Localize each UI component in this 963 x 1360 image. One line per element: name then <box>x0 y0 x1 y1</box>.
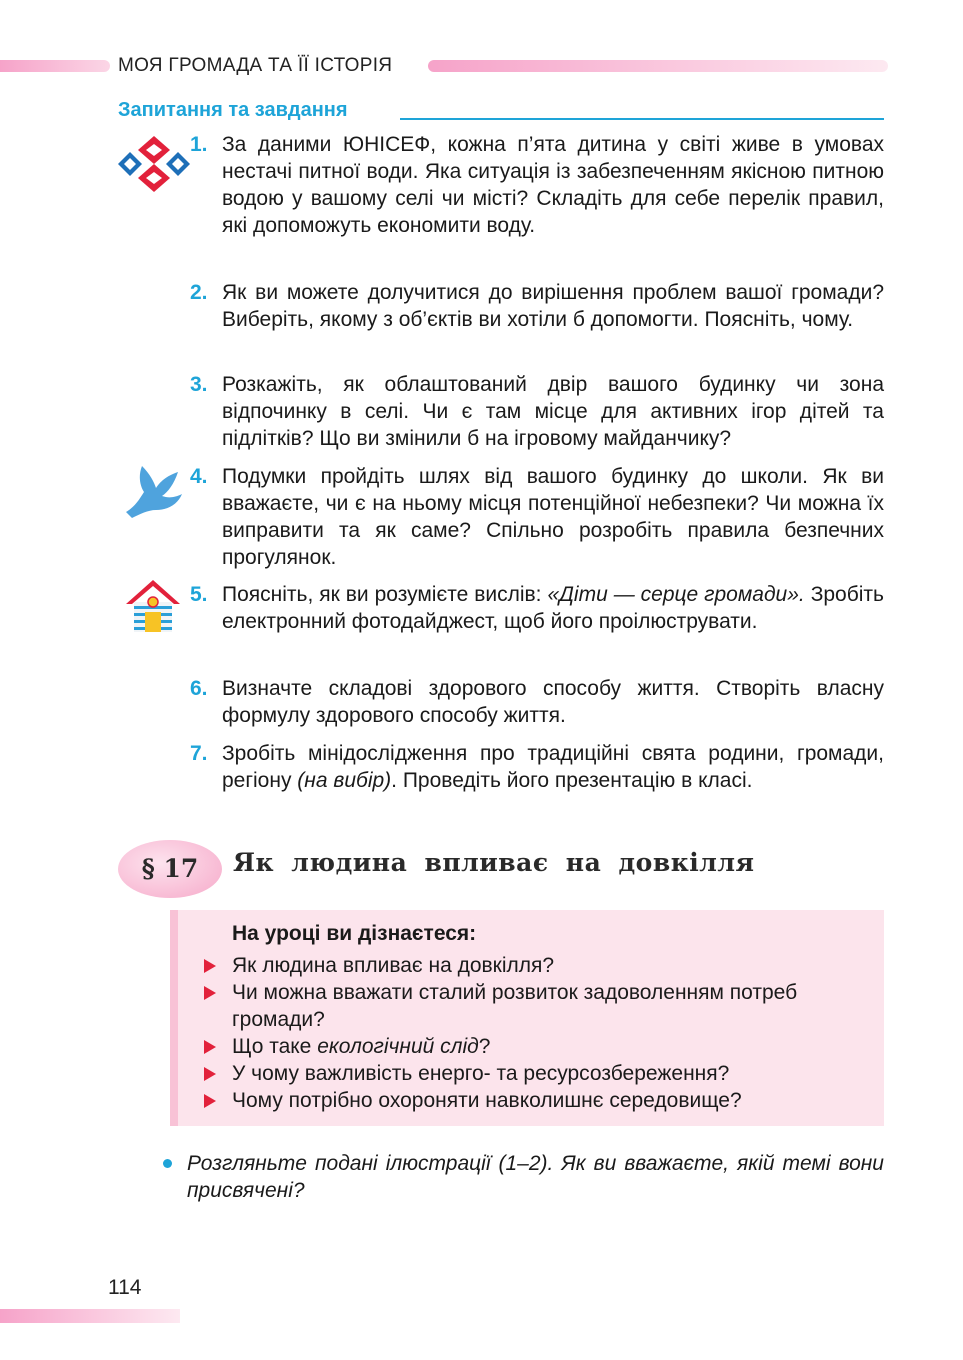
question-text: Розгляньте подані ілюстрації (1–2). Як ви вважаєте, якій темі вони присвячені? <box>187 1152 884 1202</box>
task-text-part: Зробіть мінідослідження про традиційні свята родини, громади, регіону <box>222 742 884 792</box>
list-item <box>200 979 880 1033</box>
list-item <box>200 1087 880 1114</box>
bullet-dot-icon <box>163 1159 172 1168</box>
task-text-part: Поясніть, як ви розумієте вислів: <box>222 583 548 606</box>
task-4 <box>190 463 884 571</box>
task-text <box>222 740 884 794</box>
header-decor-bar-left <box>0 60 110 72</box>
term-italic: екологічний слід <box>317 1035 479 1058</box>
task-1 <box>190 131 884 239</box>
paragraph-number: § 17 <box>141 854 199 883</box>
task-number: 6. <box>190 677 208 700</box>
learn-box-title: На уроці ви дізнаєтеся: <box>232 922 477 945</box>
paragraph-badge <box>118 840 222 898</box>
list-item-text: Чому потрібно охороняти навколишнє середовище? <box>232 1089 742 1112</box>
list-item <box>200 1033 880 1060</box>
header-decor-bar-right <box>428 60 888 72</box>
paragraph-title: Як людина впливає на довкілля <box>233 848 755 877</box>
question-bullet <box>163 1150 884 1204</box>
list-item <box>200 1060 880 1087</box>
bullet-triangle-icon <box>204 959 216 973</box>
learn-box <box>170 910 884 1126</box>
list-item-text: Як людина впливає на довкілля? <box>232 954 555 977</box>
bullet-triangle-icon <box>204 986 216 1000</box>
task-7 <box>190 740 884 794</box>
bullet-triangle-icon <box>204 1067 216 1081</box>
list-item-text: Що таке <box>232 1035 318 1058</box>
task-6 <box>190 675 884 729</box>
bullet-triangle-icon <box>204 1094 216 1108</box>
task-text-part: Зробіть електронний фотодайджест, щоб його проілюструвати. <box>222 583 884 633</box>
task-5 <box>190 581 884 635</box>
task-number: 2. <box>190 281 208 304</box>
learn-list <box>200 952 880 1114</box>
list-item-text: Чи можна вважати сталий розвиток задоволенням потреб громади? <box>232 981 798 1031</box>
dove-icon <box>122 462 186 525</box>
ornament-icon <box>118 134 190 199</box>
running-head <box>0 54 963 78</box>
task-text: Як ви можете долучитися до вирішення проблем вашої громади? Виберіть, якому з об’єктів ви хотіли б допомогти. Поясніть, чому. <box>222 281 884 331</box>
task-text <box>222 581 884 635</box>
list-item-text: ? <box>478 1035 491 1058</box>
task-text-part: . Проведіть його презентацію в класі. <box>391 769 753 792</box>
quote-italic: «Діти — серце громади». <box>547 583 805 606</box>
task-text: За даними ЮНІСЕФ, кожна п’ята дитина у світі живе в умовах нестачі питної води. Яка ситуація із забезпеченням якісною питною водою у вашому селі чи місті? Складіть для себе перелік правил, які допоможуть економити воду. <box>222 133 884 237</box>
note-italic: (на вибір) <box>297 769 392 792</box>
list-item-text: У чому важливість енерго- та ресурсозбереження? <box>232 1062 730 1085</box>
footer-decor-bar <box>0 1309 180 1323</box>
task-2 <box>190 279 884 333</box>
page-number: 114 <box>108 1276 142 1299</box>
bullet-triangle-icon <box>204 1040 216 1054</box>
task-text: Визначте складові здорового способу життя. Створіть власну формулу здорового способу життя. <box>222 677 884 727</box>
task-number: 5. <box>190 583 208 606</box>
task-text: Розкажіть, як облаштований двір вашого будинку чи зона відпочинку в селі. Чи є там місце для активних ігор дітей та підлітків? Що ви змінили б на ігровому майданчику? <box>222 373 884 450</box>
list-item <box>200 952 880 979</box>
running-head-title: МОЯ ГРОМАДА ТА ЇЇ ІСТОРІЯ <box>118 55 393 76</box>
section-heading: Запитання та завдання <box>118 99 348 121</box>
task-number: 1. <box>190 133 208 156</box>
task-3 <box>190 371 884 452</box>
task-text: Подумки пройдіть шлях від вашого будинку до школи. Як ви вважаєте, чи є на ньому місця потенційної небезпеки? Чи можна їх виправити та як саме? Спільно розробіть правила безпечних прогулянок. <box>222 465 884 569</box>
house-icon <box>124 578 182 639</box>
task-number: 3. <box>190 373 208 396</box>
section-rule <box>400 118 884 120</box>
task-number: 4. <box>190 465 208 488</box>
task-number: 7. <box>190 742 208 765</box>
